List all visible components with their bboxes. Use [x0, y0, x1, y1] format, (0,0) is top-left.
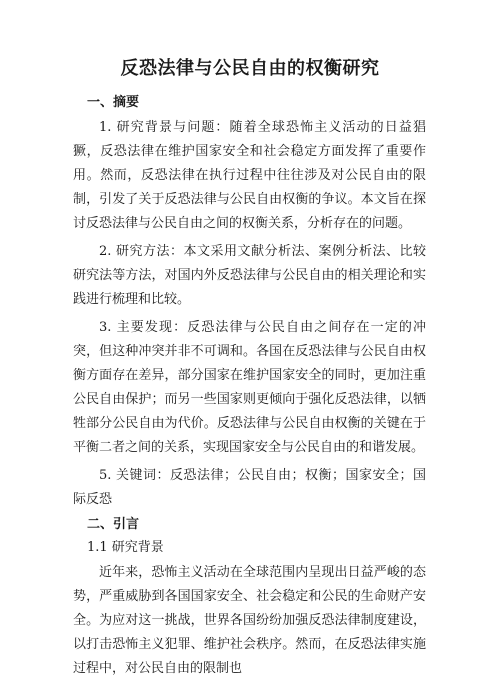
document-title: 反恐法律与公民自由的权衡研究 [120, 58, 380, 79]
abstract-paragraph-method: 2. 研究方法：本文采用文献分析法、案例分析法、比较研究法等方法，对国内外反恐法律与公民自由的相关理论和实践进行梳理和比较。 [73, 244, 426, 307]
subsection-heading-background: 1.1 研究背景 [87, 540, 164, 555]
abstract-paragraph-background: 1. 研究背景与问题：随着全球恐怖主义活动的日益猖獗，反恐法律在维护国家安全和社会稳定方面发挥了重要作用。然而，反恐法律在执行过程中往往涉及对公民自由的限制，引发了关于反恐法律与公民自由权衡的争议。本文旨在探讨反恐法律与公民自由之间的权衡关系，分析存在的问题。 [73, 120, 426, 231]
document-body [73, 93, 426, 681]
introduction-paragraph: 近年来，恐怖主义活动在全球范围内呈现出日益严峻的态势，严重威胁到各国国家安全、社会稳定和公民的生命财产安全。为应对这一挑战，世界各国纷纷加强反恐法律制度建设，以打击恐怖主义犯罪、维护社会秩序。然而，在反恐法律实施过程中，对公民自由的限制也 [73, 565, 426, 676]
abstract-paragraph-keywords: 5. 关键词：反恐法律；公民自由；权衡；国家安全；国际反恐 [73, 468, 426, 507]
section-heading-abstract: 一、摘要 [87, 95, 140, 110]
section-heading-introduction: 二、引言 [87, 517, 140, 532]
abstract-paragraph-findings: 3. 主要发现：反恐法律与公民自由之间存在一定的冲突，但这种冲突并非不可调和。各国在反恐法律与公民自由权衡方面存在差异，部分国家在维护国家安全的同时，更加注重公民自由保护；而另一些国家则更倾向于强化反恐法律，以牺牲部分公民自由为代价。反恐法律与公民自由权衡的关键在于平衡二者之间的关系，实现国家安全与公民自由的和谐发展。 [73, 320, 426, 455]
